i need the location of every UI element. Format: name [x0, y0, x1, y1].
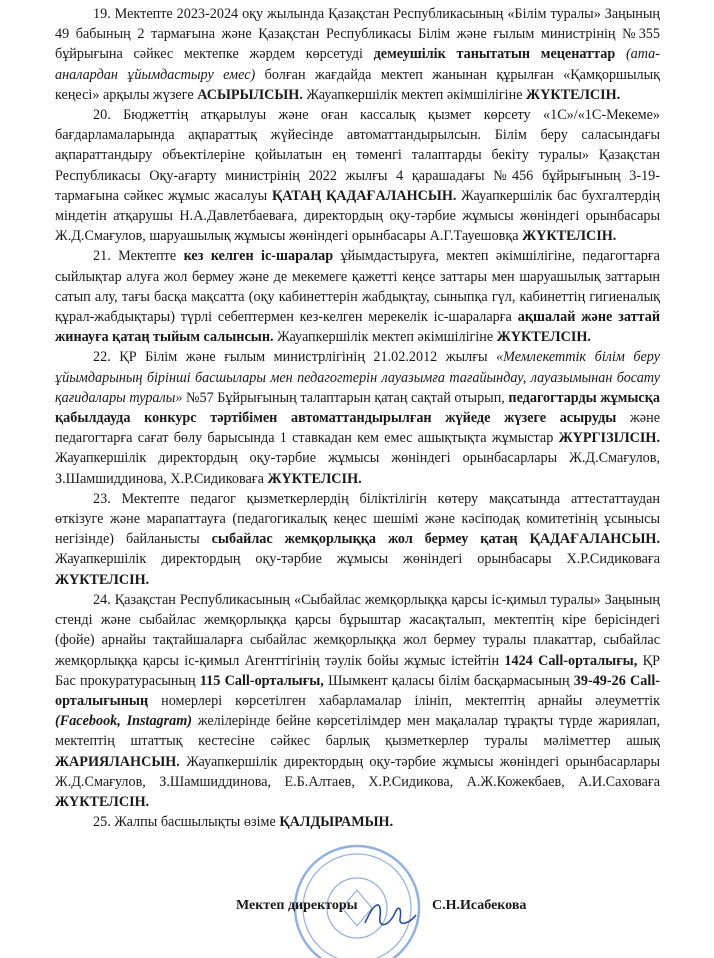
- emphasis-text: сыбайлас жемқорлыққа жол бермеу қатаң ҚАДАҒАЛАНСЫН.: [211, 531, 660, 548]
- signatory-name: С.Н.Исабекова: [432, 898, 527, 913]
- clause-text: Жауапкершілік директордың оқу-тәрбие жұмысы жөніндегі орынбасарлары Ж.Д.Смағулов, З.Шамшиддинова, Е.Б.Алтаев, Х.Р.Сидикова, А.Ж.Кожекбаев, А.И.Саховаға: [55, 753, 660, 790]
- clause-22: [55, 347, 660, 488]
- clause-24: [55, 590, 660, 812]
- clause-text: 19. Мектепте 2023-2024 оқу жылында Қазақстан Республикасының «Білім туралы» Заңының 49 бабының 2 тармағына және Қазақстан Республикасы Білім және ғылым министрінің №355 бұйрығына сәйкес мектепке жәрдем көрсетуді: [55, 6, 660, 63]
- signature-block: [236, 898, 527, 914]
- emphasis-text: «Мемлекеттік білім беру ұйымдарының бірінші басшылары мен педагогтерін лауазымға тағайындау, лауазымынан босату қағидалары туралы»: [55, 349, 660, 406]
- clause-text: Жауапкершілік бас бухгалтердің міндетін атқарушы Н.А.Давлетбаеваға, директордың оқу-тәрбие жұмысы жөніндегі орынбасары Ж.Д.Смағулов, шаруашылық жұмысы жөніндегі орынбасары А.Г.Тауешовқа: [55, 187, 660, 245]
- clause-text: 20. Бюджеттің атқарылуы және оған кассалық қызмет көрсету «1С»/«1С-Мекеме» бағдарламаларында ақпараттық жүйесінде автоматтандырылсын. Білім беру саласындағы ақпараттандыру объектілеріне қойылатын ең төменгі талаптарды бекіту туралы» Қазақстан Республикасы Оқу-ағарту министрінің 2022 жылғы 4 қарашадағы №456 бұйрығының 3-19-тармағына сәйкес жұмыс жасалуы: [55, 107, 660, 204]
- emphasis-text: ЖҮКТЕЛСІН.: [55, 793, 150, 810]
- clause-text: 24. Қазақстан Республикасының «Сыбайлас жемқорлыққа қарсы іс-қимыл туралы» Заңының стенді және сыбайлас жемқорлыққа қарсы бұрыштар жасақталып, мектептің кіре берісіндегі (фойе) арнайы тақтайшаларға сыбайлас жемқорлыққа жол бермеу туралы плакаттар, сыбайлас жемқорлыққа қарсы іс-қимыл Агенттігінің тәулік бойы жұмыс істейтін: [55, 591, 660, 669]
- clause-text: ҚР Бас прокуратурасының: [55, 652, 660, 689]
- clause-23: [55, 489, 660, 590]
- clause-text: Жауапкершілік мектеп әкімшілігіне: [302, 86, 527, 103]
- emphasis-text: АСЫРЫЛСЫН.: [197, 86, 303, 103]
- clause-text: және педагогтарға сағат бөлу барысында 1 ставкадан кем емес ашықтықта жұмыстар: [55, 410, 660, 447]
- emphasis-text: демеушілік танытатын меценаттар: [373, 46, 616, 63]
- clause-text: ұйымдастыруға, мектеп әкімшілігіне, педагогтарға сыйлықтар алуға жол бермеу және де мекемеге қажетті кеңсе заттары мен шаруашылық заттарын сатып алу, тағы басқа мақсатта (оқу кабинеттерін жабдықтау, сыныпқа гүл, кабинеттің гигиеналық құрал-жабдықтары) түрлі себептермен кез-келген мерекелік іс-шараларға: [55, 248, 660, 326]
- clause-19: [55, 4, 660, 105]
- emphasis-text: 115 Call-орталығы,: [199, 672, 324, 689]
- emphasis-text: ЖҮКТЕЛСІН.: [496, 329, 591, 346]
- emphasis-text: ЖҮКТЕЛСІН.: [522, 228, 617, 245]
- clause-text: Жауапкершілік мектеп әкімшілігіне: [273, 329, 497, 346]
- signatory-role: Мектеп директоры: [236, 898, 358, 913]
- document-body: [55, 4, 660, 832]
- clause-text: №57 Бұйрығының талаптарын қатаң сақтай отырып,: [182, 389, 509, 406]
- emphasis-text: кез келген іс-шаралар: [183, 248, 334, 265]
- emphasis-text: ЖҮКТЕЛСІН.: [55, 571, 150, 588]
- clause-text: желілерінде бейне көрсетілімдер мен мақалалар тұрақты түрде жариялап, мектептің штаттық кестесіне сәйкес барлық қызметкерлер туралы мәліметтер ашық: [55, 713, 660, 750]
- emphasis-text: ҚАЛДЫРАМЫН.: [279, 814, 394, 831]
- emphasis-text: ҚАТАҢ ҚАДАҒАЛАНСЫН.: [271, 187, 457, 204]
- emphasis-text: ЖҮРГІЗІЛСІН.: [558, 430, 660, 447]
- clause-text: 22. ҚР Білім және ғылым министрлігінің 21.02.2012 жылғы: [93, 349, 497, 366]
- clause-text: болған жағдайда мектеп жанынан құрылған «Қамқоршылық кеңесі» арқылы жүзеге: [55, 66, 660, 103]
- emphasis-text: педагогтарды жұмысқа қабылдауда конкурс тәртібімен автоматтандырылған жүйеде жүзеге асыруды: [55, 389, 660, 427]
- emphasis-text: (Facebook, Instagram): [55, 713, 192, 730]
- official-stamp: [282, 818, 432, 958]
- clause-text: номерлері көрсетілген хабарламалар ілініп, мектептің арнайы әлеуметтік: [148, 692, 660, 709]
- emphasis-text: ЖҮКТЕЛСІН.: [526, 86, 621, 103]
- clause-text: 25. Жалпы басшылықты өзіме: [93, 814, 280, 831]
- clause-text: Шымкент қаласы білім басқармасының: [323, 672, 574, 689]
- clause-text: 23. Мектепте педагог қызметкерлердің біліктілігін көтеру мақсатында аттестаттаудан өткізуге және марапаттауға (педагогикалық кеңес шешімі және кәсіподақ комитетінің ұсынысы негізінде) байланысты: [55, 490, 660, 548]
- clause-text: 21. Мектепте: [93, 248, 184, 265]
- clause-text: Жауапкершілік директордың оқу-тәрбие жұмысы жөніндегі орынбасарлары Ж.Д.Смағулов, З.Шамшиддинова, Х.Р.Сидиковаға: [55, 450, 660, 487]
- clause-text: Жауапкершілік директордың оқу-тәрбие жұмысы жөніндегі орынбасары Х.Р.Сидиковаға: [55, 551, 660, 568]
- emphasis-text: ЖАРИЯЛАНСЫН.: [55, 753, 180, 770]
- handwritten-signature: [360, 895, 420, 935]
- emphasis-text: 39-49-26 Call-орталығының: [55, 672, 660, 709]
- emphasis-text: 1424 Call-орталығы,: [504, 652, 638, 669]
- emphasis-text: (ата-аналардан ұйымдастыру емес): [55, 46, 660, 83]
- emphasis-text: ЖҮКТЕЛСІН.: [267, 470, 362, 487]
- emphasis-text: ақшалай және заттай жинауға қатаң тыйым салынсын.: [55, 309, 660, 346]
- clause-21: [55, 246, 660, 347]
- clause-20: [55, 105, 660, 246]
